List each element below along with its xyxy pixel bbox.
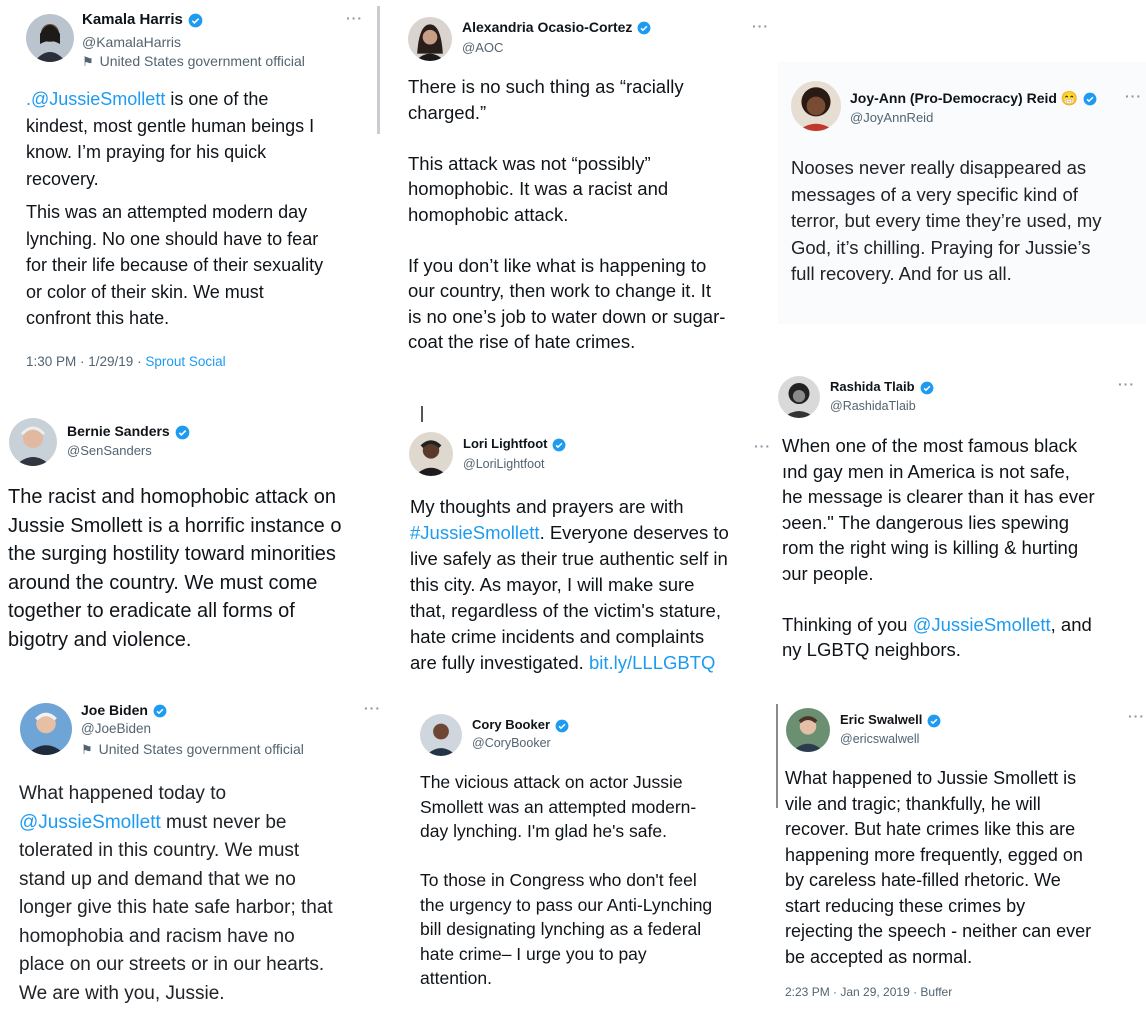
tweet-text: What happened today to @JussieSmollett must never be tolerated in this country. We must stand up and demand that we no longer give this hate safe harbor; that homophobia and racism have no place on our streets or in our hearts. We are with you, Jussie.	[19, 783, 333, 1004]
tweet-text: Nooses never really disappeared as messages of a very specific kind of terror, but every time they’re used, my God, it’s chilling. Praying for Jussie’s full recovery. And for us all.	[791, 157, 1102, 284]
avatar-sanders[interactable]	[9, 418, 57, 466]
more-options-icon[interactable]: ···	[1128, 708, 1145, 724]
tweet-booker	[398, 690, 776, 1023]
divider	[377, 6, 380, 134]
government-label: ⚑ United States government official	[82, 53, 305, 69]
hashtag-link[interactable]: #JussieSmollett	[410, 522, 540, 543]
tweet-biden	[0, 685, 395, 1023]
tweet-lightfoot	[398, 420, 778, 682]
avatar-lightfoot[interactable]	[409, 432, 453, 476]
source-link[interactable]: Sprout Social	[145, 354, 226, 369]
handle[interactable]: @LoriLightfoot	[463, 457, 545, 471]
handle[interactable]: @CoryBooker	[472, 736, 551, 750]
handle[interactable]: @RashidaTlaib	[830, 399, 916, 413]
tweet-text: There is no such thing as “racially charged.” This attack was not “possibly” homophobic. It was a racist and homophobic attack. If you don’t like what is happening to our country, then work to change it. It is no one’s job to water down or sugar- coat the rise of hate crimes.	[408, 76, 726, 352]
verified-badge-icon	[920, 381, 934, 395]
avatar-harris[interactable]	[26, 14, 74, 62]
verified-badge-icon	[153, 704, 167, 718]
url-link[interactable]: bit.ly/LLLGBTQ	[588, 652, 716, 673]
display-name[interactable]: Kamala Harris	[82, 11, 203, 28]
tweet-text: When one of the most famous black ınd gay men in America is not safe, he message is clearer than it has ever ɔeen." The dangerous lies spewing rom the right wing is killing & hurting ɔur people. Thinking of you @JussieSmollett, and ny LGBTQ neighbors.	[782, 435, 1095, 660]
verified-badge-icon	[175, 425, 190, 440]
handle[interactable]: @KamalaHarris	[82, 34, 182, 50]
tweet-sanders	[0, 400, 398, 678]
verified-badge-icon	[555, 719, 569, 733]
verified-badge-icon	[1083, 92, 1097, 106]
handle[interactable]: @ericswalwell	[840, 732, 920, 746]
mention-link[interactable]: .@JussieSmollett	[26, 89, 166, 109]
tweet-text: My thoughts and prayers are with #JussieSmollett. Everyone deserves to live safely as their true authentic self in this city. As mayor, I will make sure that, regardless of the victim's stature, hate crime incidents and complaints are fully investigated. bit.ly/LLLGBTQ	[410, 496, 729, 673]
flag-icon: ⚑	[82, 54, 94, 69]
verified-badge-icon	[637, 21, 651, 35]
avatar-swalwell[interactable]	[786, 708, 830, 752]
display-name[interactable]: Eric Swalwell	[840, 712, 941, 728]
more-options-icon[interactable]: ···	[1118, 376, 1135, 392]
avatar-booker[interactable]	[420, 714, 462, 756]
government-label: ⚑ United States government official	[81, 741, 304, 757]
tweet-text: The vicious attack on actor Jussie Smollett was an attempted modern- day lynching. I'm glad he's safe. To those in Congress who don't feel the urgency to pass our Anti-Lynching bill designating lynching as a federal hate crime– I urge you to pay attention.	[420, 772, 713, 988]
handle[interactable]: @JoyAnnReid	[850, 110, 934, 125]
tweet-swalwell	[778, 692, 1146, 1023]
handle[interactable]: @JoeBiden	[81, 721, 151, 736]
avatar-biden[interactable]	[20, 703, 72, 755]
timestamp: 1:30 PM · 1/29/19 · Sprout Social	[26, 354, 226, 369]
flag-icon: ⚑	[81, 742, 93, 757]
avatar-reid[interactable]	[791, 81, 841, 131]
verified-badge-icon	[552, 438, 566, 452]
display-name[interactable]: Lori Lightfoot	[463, 436, 566, 452]
handle[interactable]: @SenSanders	[67, 443, 152, 458]
tweet-text: .@JussieSmollett is one of the kindest, most gentle human beings I know. I’m praying for his quick recovery. This was an attempted modern day lynching. No one should have to fear for their life because of their sexuality or color of their skin. We must confront this hate.	[26, 89, 324, 328]
display-name[interactable]: Rashida Tlaib	[830, 379, 934, 395]
more-options-icon[interactable]: ···	[752, 18, 769, 34]
avatar-aoc[interactable]	[408, 17, 452, 61]
more-options-icon[interactable]: ···	[346, 10, 363, 26]
display-name[interactable]: Bernie Sanders	[67, 423, 190, 440]
display-name[interactable]: Joy-Ann (Pro-Democracy) Reid 😁	[850, 90, 1097, 107]
avatar-tlaib[interactable]	[778, 376, 820, 418]
display-name[interactable]: Cory Booker	[472, 717, 569, 733]
display-name[interactable]: Joe Biden	[81, 702, 167, 718]
tweet-text: What happened to Jussie Smollett is vile and tragic; thankfully, he will recover. But hate crimes like this are happening more frequently, egged on by careless hate-filled rhetoric. We start reducing these crimes by rejecting the speech - neither can ever be accepted as normal.	[785, 768, 1092, 967]
timestamp: 2:23 PM · Jan 29, 2019 · Buffer	[785, 985, 953, 999]
tweet-harris	[0, 0, 385, 395]
more-options-icon[interactable]: ···	[364, 700, 381, 716]
tweet-aoc	[395, 0, 780, 370]
emoji: 😁	[1060, 90, 1079, 106]
display-name[interactable]: Alexandria Ocasio-Cortez	[462, 19, 651, 35]
tweet-text: The racist and homophobic attack on Jussie Smollett is a horrific instance o the surging hostility toward minorities around the country. We must come together to eradicate all forms of bigotry and violence.	[8, 486, 342, 651]
more-options-icon[interactable]: ···	[754, 438, 771, 454]
verified-badge-icon	[188, 13, 203, 28]
tweet-tlaib	[778, 366, 1146, 682]
handle[interactable]: @AOC	[462, 40, 504, 55]
tweet-reid	[778, 62, 1146, 324]
mention-link[interactable]: @JussieSmollett	[912, 613, 1051, 635]
more-options-icon[interactable]: ···	[1125, 88, 1142, 104]
mention-link[interactable]: @JussieSmollett	[19, 811, 161, 833]
verified-badge-icon	[927, 714, 941, 728]
